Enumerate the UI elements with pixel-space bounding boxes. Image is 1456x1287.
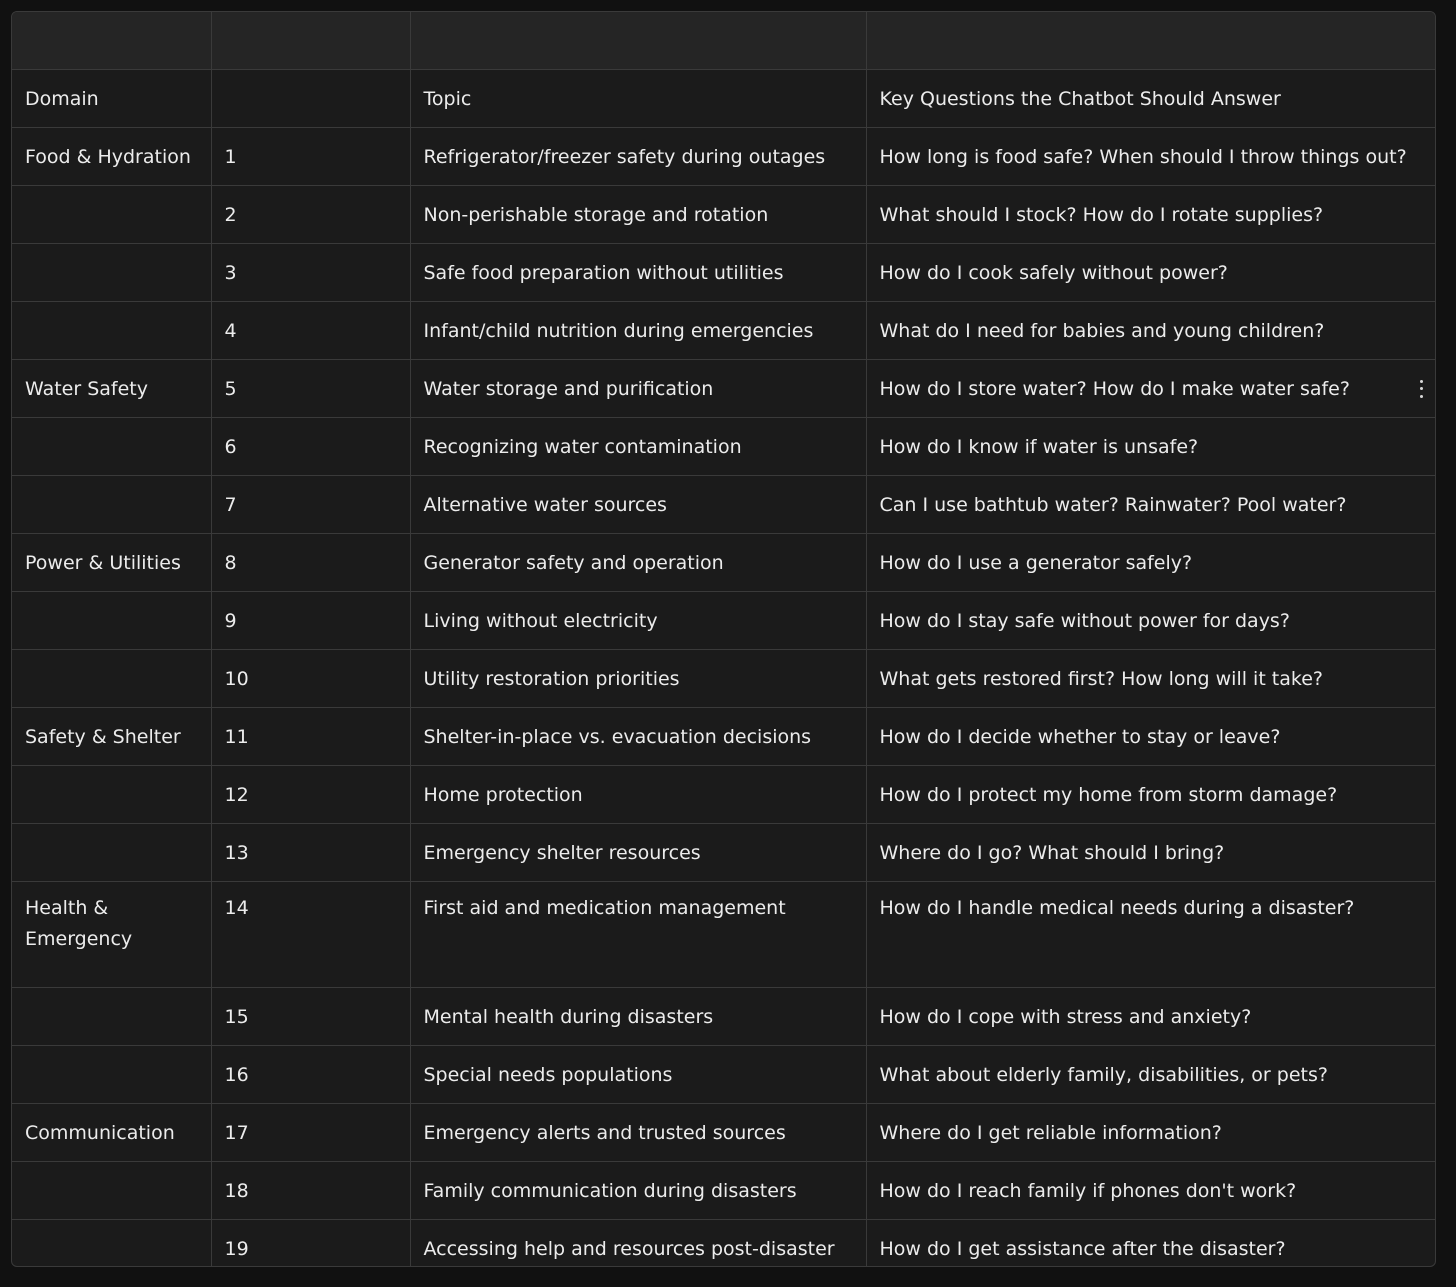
blank-cell (410, 12, 866, 70)
cell-questions-text: What do I need for babies and young children? (879, 319, 1325, 342)
header-questions[interactable]: Key Questions the Chatbot Should Answer (866, 70, 1435, 128)
table-row (12, 766, 1435, 824)
cell-domain[interactable] (12, 360, 211, 418)
table-row (12, 476, 1435, 534)
cell-domain[interactable] (12, 824, 211, 882)
cell-questions[interactable] (866, 650, 1435, 708)
cell-number-text: 10 (224, 667, 249, 690)
cell-number-text: 8 (224, 551, 237, 574)
cell-topic[interactable] (410, 766, 866, 824)
cell-questions[interactable] (866, 1104, 1435, 1162)
cell-topic[interactable] (410, 302, 866, 360)
cell-number-text: 19 (224, 1237, 249, 1260)
cell-number-text: 3 (224, 261, 237, 284)
kebab-dot (1420, 380, 1423, 383)
cell-questions-text: How do I store water? How do I make water safe? (879, 377, 1350, 400)
cell-number[interactable] (211, 1046, 410, 1104)
cell-topic-text: Alternative water sources (423, 493, 667, 516)
cell-topic-text: Infant/child nutrition during emergencies (423, 319, 814, 342)
table-row (12, 708, 1435, 766)
cell-number-text: 4 (224, 319, 237, 342)
cell-topic-text: Living without electricity (423, 609, 658, 632)
cell-number[interactable] (211, 1162, 410, 1220)
cell-questions[interactable] (866, 302, 1435, 360)
cell-domain[interactable] (12, 988, 211, 1046)
kebab-dot (1420, 395, 1423, 398)
cell-questions-text: How do I handle medical needs during a disaster? (879, 897, 1355, 919)
cell-number[interactable] (211, 824, 410, 882)
cell-topic[interactable] (410, 650, 866, 708)
table-row (12, 1046, 1435, 1104)
cell-number-text: 18 (224, 1179, 249, 1202)
cell-domain-text: Safety & Shelter (25, 725, 181, 748)
cell-questions-text: How do I use a generator safely? (879, 551, 1193, 574)
cell-topic-text: First aid and medication management (423, 897, 786, 919)
cell-domain-text: Communication (25, 1121, 175, 1144)
cell-domain[interactable] (12, 592, 211, 650)
cell-questions-text: Where do I go? What should I bring? (879, 841, 1225, 864)
cell-questions-text: How do I cook safely without power? (879, 261, 1228, 284)
cell-domain[interactable] (12, 1104, 211, 1162)
cell-questions-text: Can I use bathtub water? Rainwater? Pool water? (879, 493, 1347, 516)
cell-domain[interactable] (12, 1220, 211, 1268)
cell-domain[interactable] (12, 650, 211, 708)
table-row (12, 534, 1435, 592)
row-menu-icon[interactable] (1417, 380, 1425, 398)
header-number[interactable] (211, 70, 410, 128)
cell-questions[interactable] (866, 186, 1435, 244)
table-row (12, 360, 1435, 418)
blank-cell (12, 12, 211, 70)
table-row (12, 824, 1435, 882)
cell-questions[interactable] (866, 534, 1435, 592)
cell-number-text: 2 (224, 203, 237, 226)
cell-number-text: 12 (224, 783, 249, 806)
cell-number-text: 9 (224, 609, 237, 632)
table-row (12, 1104, 1435, 1162)
cell-topic[interactable] (410, 824, 866, 882)
cell-topic[interactable] (410, 1162, 866, 1220)
cell-domain[interactable] (12, 476, 211, 534)
data-table-container (11, 11, 1436, 1267)
cell-number-text: 5 (224, 377, 237, 400)
cell-domain[interactable] (12, 186, 211, 244)
cell-topic-text: Safe food preparation without utilities (423, 261, 784, 284)
cell-topic[interactable] (410, 592, 866, 650)
cell-domain[interactable] (12, 244, 211, 302)
cell-topic[interactable] (410, 1104, 866, 1162)
cell-topic[interactable] (410, 1046, 866, 1104)
cell-domain-text: Food & Hydration (25, 145, 191, 168)
cell-domain[interactable] (12, 708, 211, 766)
cell-number[interactable] (211, 988, 410, 1046)
cell-number[interactable] (211, 186, 410, 244)
cell-questions[interactable] (866, 1220, 1435, 1268)
cell-topic[interactable] (410, 708, 866, 766)
cell-topic-text: Utility restoration priorities (423, 667, 680, 690)
table-header-row (12, 70, 1435, 128)
cell-domain[interactable] (12, 1046, 211, 1104)
cell-topic[interactable] (410, 360, 866, 418)
cell-questions[interactable] (866, 708, 1435, 766)
cell-domain[interactable] (12, 882, 211, 988)
cell-number[interactable] (211, 592, 410, 650)
cell-topic[interactable] (410, 988, 866, 1046)
cell-topic-text: Refrigerator/freezer safety during outages (423, 145, 826, 168)
cell-number[interactable] (211, 534, 410, 592)
cell-number-text: 14 (224, 897, 249, 919)
cell-number-text: 7 (224, 493, 237, 516)
cell-topic-text: Family communication during disasters (423, 1179, 797, 1202)
cell-questions[interactable] (866, 128, 1435, 186)
cell-domain[interactable] (12, 128, 211, 186)
cell-number[interactable] (211, 244, 410, 302)
cell-number-text: 6 (224, 435, 237, 458)
cell-number[interactable] (211, 128, 410, 186)
cell-domain[interactable] (12, 534, 211, 592)
table-row (12, 128, 1435, 186)
data-table (12, 12, 1435, 1267)
cell-number[interactable] (211, 882, 410, 988)
cell-topic-text: Shelter-in-place vs. evacuation decisions (423, 725, 812, 748)
cell-questions-text: How do I get assistance after the disaster? (879, 1237, 1286, 1260)
cell-domain-text: Water Safety (25, 377, 148, 400)
cell-questions-text: How do I stay safe without power for days? (879, 609, 1290, 632)
cell-number-text: 16 (224, 1063, 249, 1086)
cell-topic-text: Home protection (423, 783, 583, 806)
cell-topic-text: Emergency shelter resources (423, 841, 701, 864)
table-row (12, 186, 1435, 244)
cell-number-text: 13 (224, 841, 249, 864)
cell-domain[interactable] (12, 766, 211, 824)
cell-questions-text: What gets restored first? How long will it take? (879, 667, 1324, 690)
cell-questions-text: How do I cope with stress and anxiety? (879, 1005, 1252, 1028)
table-row (12, 988, 1435, 1046)
table-row (12, 1220, 1435, 1268)
cell-questions-text: Where do I get reliable information? (879, 1121, 1222, 1144)
header-domain[interactable]: Domain (12, 70, 211, 128)
cell-questions[interactable] (866, 988, 1435, 1046)
cell-domain-text: Health & Emergency (25, 897, 133, 950)
cell-number[interactable] (211, 1104, 410, 1162)
cell-topic-text: Water storage and purification (423, 377, 714, 400)
blank-cell (211, 12, 410, 70)
cell-questions[interactable] (866, 1162, 1435, 1220)
cell-topic[interactable] (410, 186, 866, 244)
cell-number-text: 17 (224, 1121, 249, 1144)
cell-topic[interactable] (410, 128, 866, 186)
cell-questions[interactable] (866, 592, 1435, 650)
table-row (12, 302, 1435, 360)
cell-topic[interactable] (410, 244, 866, 302)
cell-domain[interactable] (12, 302, 211, 360)
cell-number-text: 15 (224, 1005, 249, 1028)
cell-domain-text: Power & Utilities (25, 551, 181, 574)
cell-topic[interactable] (410, 1220, 866, 1268)
cell-questions[interactable] (866, 244, 1435, 302)
kebab-dot (1420, 387, 1423, 390)
table-blank-header-row (12, 12, 1435, 70)
cell-number[interactable] (211, 418, 410, 476)
cell-topic-text: Special needs populations (423, 1063, 673, 1086)
cell-topic[interactable] (410, 476, 866, 534)
cell-questions[interactable] (866, 360, 1435, 418)
table-row (12, 650, 1435, 708)
cell-questions[interactable] (866, 418, 1435, 476)
cell-number-text: 11 (224, 725, 249, 748)
table-row (12, 244, 1435, 302)
cell-questions-text: How do I protect my home from storm damage? (879, 783, 1338, 806)
cell-questions-text: What should I stock? How do I rotate supplies? (879, 203, 1324, 226)
cell-topic[interactable] (410, 882, 866, 988)
cell-questions[interactable] (866, 1046, 1435, 1104)
cell-topic-text: Mental health during disasters (423, 1005, 714, 1028)
header-topic[interactable]: Topic (410, 70, 866, 128)
cell-questions-text: How do I decide whether to stay or leave? (879, 725, 1281, 748)
cell-number[interactable] (211, 302, 410, 360)
cell-number[interactable] (211, 708, 410, 766)
cell-number[interactable] (211, 650, 410, 708)
table-row (12, 418, 1435, 476)
cell-questions-text: How do I know if water is unsafe? (879, 435, 1199, 458)
cell-topic-text: Emergency alerts and trusted sources (423, 1121, 786, 1144)
cell-topic-text: Accessing help and resources post-disaster (423, 1237, 835, 1260)
cell-number[interactable] (211, 1220, 410, 1268)
cell-domain[interactable] (12, 418, 211, 476)
cell-questions-text: What about elderly family, disabilities, or pets? (879, 1063, 1328, 1086)
cell-number[interactable] (211, 476, 410, 534)
cell-number[interactable] (211, 766, 410, 824)
cell-questions-text: How do I reach family if phones don't work? (879, 1179, 1297, 1202)
table-row (12, 1162, 1435, 1220)
cell-questions-text: How long is food safe? When should I throw things out? (879, 145, 1407, 168)
cell-questions[interactable] (866, 824, 1435, 882)
cell-domain[interactable] (12, 1162, 211, 1220)
cell-topic-text: Non-perishable storage and rotation (423, 203, 769, 226)
table-row (12, 882, 1435, 988)
cell-questions[interactable] (866, 766, 1435, 824)
cell-topic-text: Generator safety and operation (423, 551, 724, 574)
cell-questions[interactable] (866, 476, 1435, 534)
blank-cell (866, 12, 1435, 70)
table-row (12, 592, 1435, 650)
cell-topic[interactable] (410, 418, 866, 476)
cell-topic-text: Recognizing water contamination (423, 435, 742, 458)
cell-number[interactable] (211, 360, 410, 418)
cell-topic[interactable] (410, 534, 866, 592)
cell-questions[interactable] (866, 882, 1435, 988)
cell-number-text: 1 (224, 145, 237, 168)
